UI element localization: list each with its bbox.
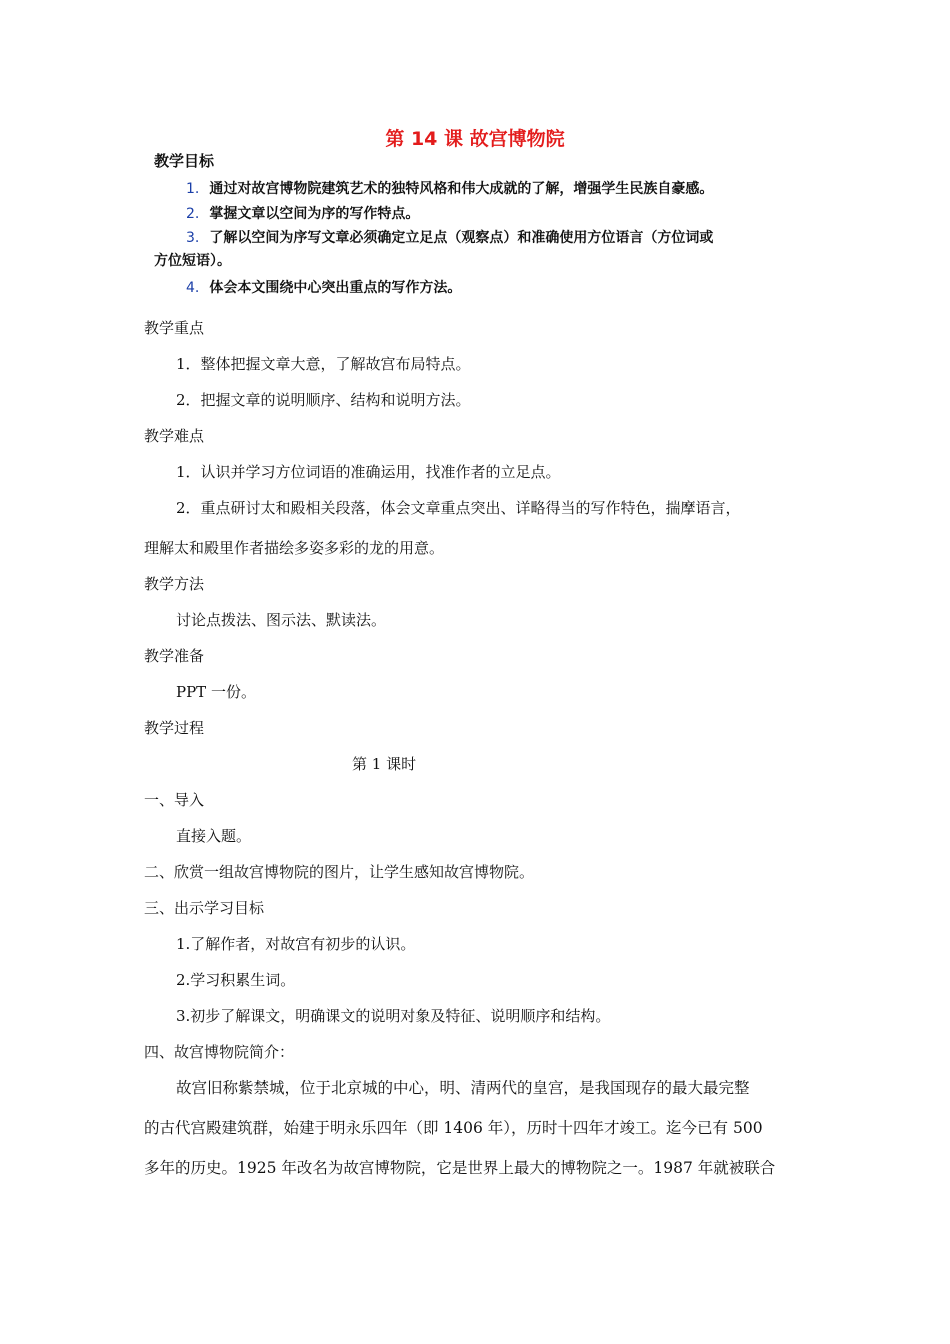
- process-heading: 教学过程: [144, 719, 205, 737]
- intro-paragraph-line: 多年的历史。1925 年改名为故宫博物院，它是世界上最大的博物院之一。1987 年就被联合: [144, 1159, 776, 1177]
- section-heading: 二、欣赏一组故宫博物院的图片，让学生感知故宫博物院。: [144, 863, 535, 881]
- section-heading: 四、故宫博物院简介：: [144, 1043, 295, 1061]
- difficulties-heading: 教学难点: [144, 427, 205, 445]
- section-text: 直接入题。: [176, 827, 252, 845]
- section-heading: 一、导入: [144, 791, 205, 809]
- objective-item: 2. 掌握文章以空间为序的写作特点。: [186, 206, 420, 222]
- difficulty-item-continued: 理解太和殿里作者描绘多姿多彩的龙的用意。: [144, 539, 445, 557]
- objective-item: 3. 了解以空间为序写文章必须确定立足点（观察点）和准确使用方位语言（方位词或: [186, 230, 714, 246]
- preparation-text: PPT 一份。: [176, 683, 256, 701]
- objective-item: 4. 体会本文围绕中心突出重点的写作方法。: [186, 280, 462, 296]
- goal-item: 3.初步了解课文，明确课文的说明对象及特征、说明顺序和结构。: [176, 1007, 611, 1025]
- intro-paragraph-line: 的古代宫殿建筑群，始建于明永乐四年（即 1406 年），历时十四年才竣工。迄今已有 500: [144, 1119, 763, 1137]
- goal-item: 2.学习积累生词。: [176, 971, 296, 989]
- key-point-item: 2．把握文章的说明顺序、结构和说明方法。: [176, 391, 471, 409]
- objective-item: 1. 通过对故宫博物院建筑艺术的独特风格和伟大成就的了解，增强学生民族自豪感。: [186, 181, 714, 197]
- lesson-label: 第 1 课时: [352, 755, 417, 773]
- methods-text: 讨论点拨法、图示法、默读法。: [176, 611, 387, 629]
- goal-item: 1.了解作者，对故宫有初步的认识。: [176, 935, 416, 953]
- key-points-heading: 教学重点: [144, 319, 205, 337]
- difficulty-item: 2．重点研讨太和殿相关段落，体会文章重点突出、详略得当的写作特色，揣摩语言，: [176, 499, 741, 517]
- preparation-heading: 教学准备: [144, 647, 205, 665]
- key-point-item: 1．整体把握文章大意，了解故宫布局特点。: [176, 355, 471, 373]
- intro-paragraph-line: 故宫旧称紫禁城，位于北京城的中心，明、清两代的皇宫，是我国现存的最大最完整: [176, 1079, 750, 1097]
- section-heading: 三、出示学习目标: [144, 899, 265, 917]
- objective-item-continued: 方位短语）。: [154, 253, 231, 269]
- methods-heading: 教学方法: [144, 575, 205, 593]
- page-title: 第 14 课 故宫博物院: [385, 128, 565, 150]
- difficulty-item: 1．认识并学习方位词语的准确运用，找准作者的立足点。: [176, 463, 561, 481]
- objectives-heading: 教学目标: [154, 152, 215, 170]
